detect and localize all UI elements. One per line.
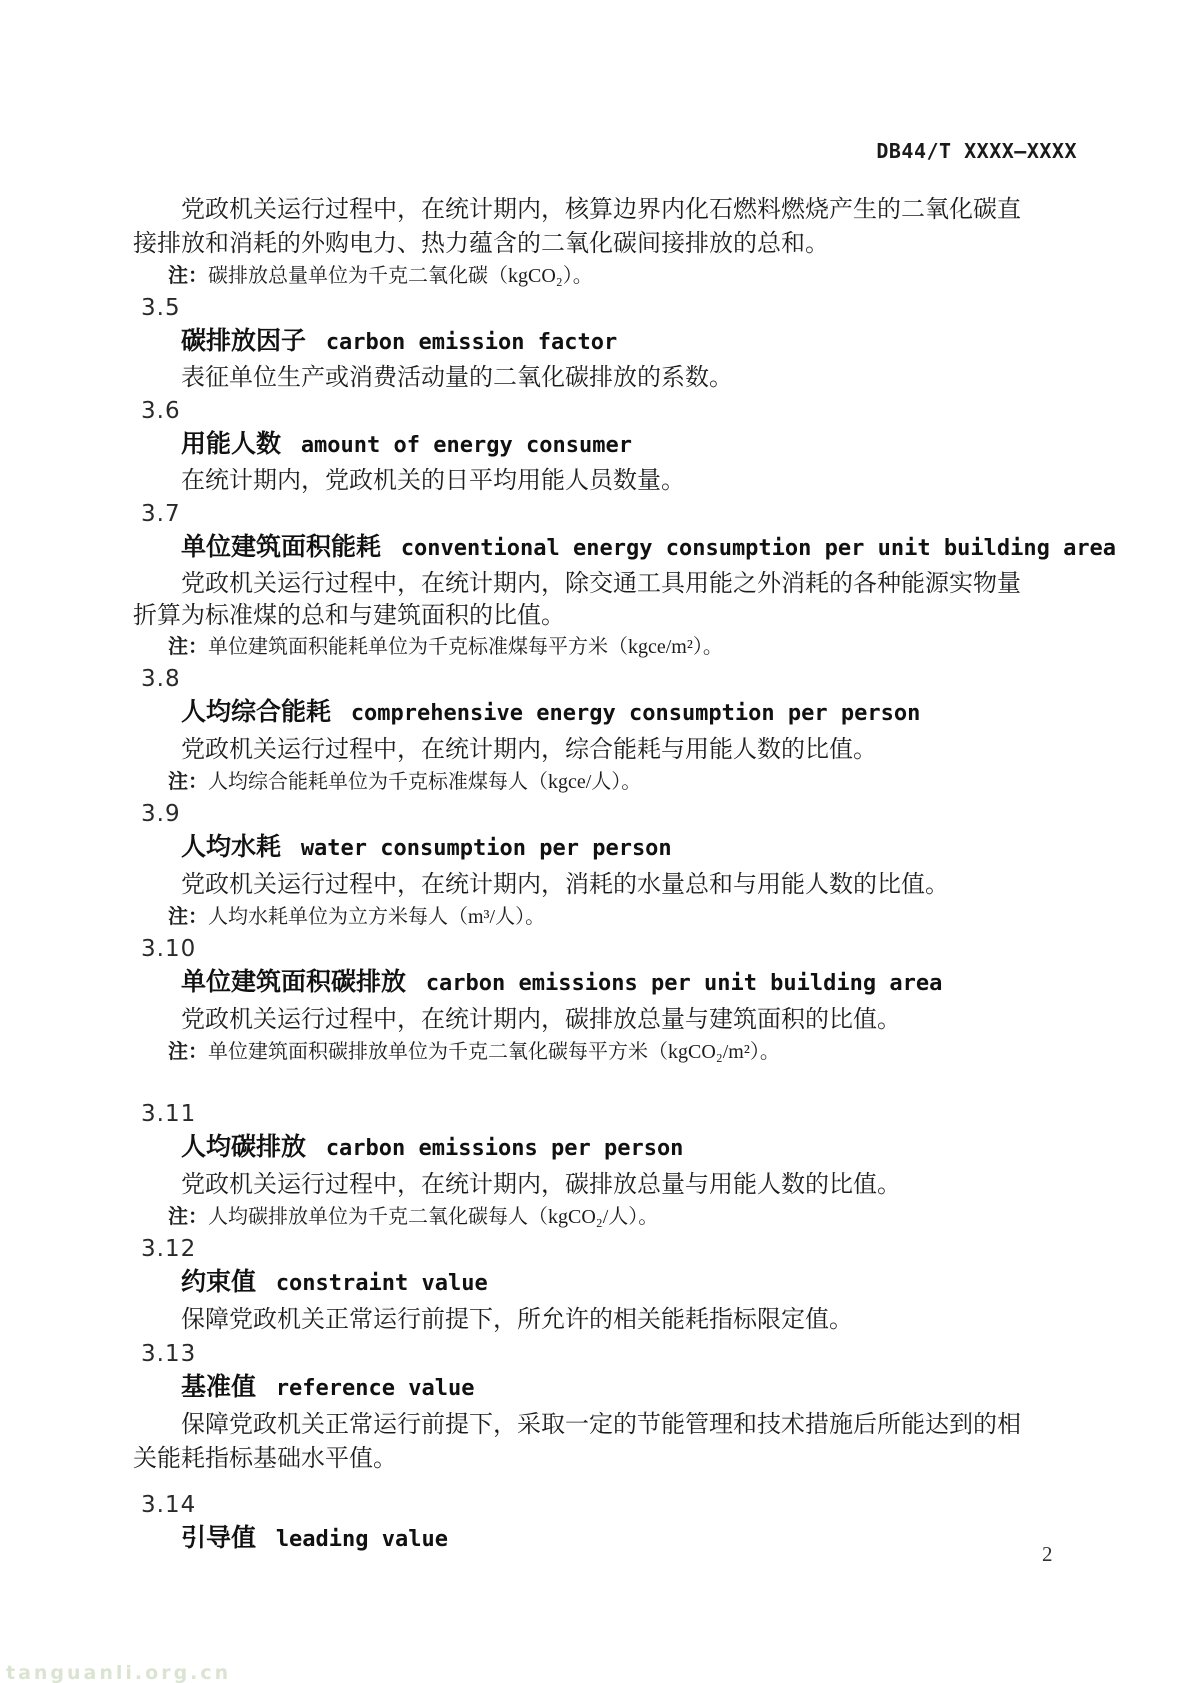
term-zh: 基准值 xyxy=(181,1373,257,1401)
term-definition: 党政机关运行过程中，在统计期内，碳排放总量与用能人数的比值。 xyxy=(181,1172,901,1198)
section-number: 3.9 xyxy=(141,801,181,827)
term-en: leading value xyxy=(275,1527,448,1552)
term-en: carbon emissions per person xyxy=(325,1136,684,1161)
term-note xyxy=(133,902,1038,932)
term-definition: 党政机关运行过程中，在统计期内，碳排放总量与建筑面积的比值。 xyxy=(181,1007,901,1033)
term-heading xyxy=(133,428,1038,464)
term-note xyxy=(133,1037,1038,1067)
section-number: 3.13 xyxy=(141,1341,197,1367)
section-3-5 xyxy=(133,293,1038,394)
section-number: 3.12 xyxy=(141,1236,197,1262)
term-en: amount of energy consumer xyxy=(300,433,632,458)
section-3-6 xyxy=(133,396,1038,497)
section-number: 3.14 xyxy=(141,1492,197,1518)
term-definition: 在统计期内，党政机关的日平均用能人员数量。 xyxy=(181,468,685,494)
term-heading xyxy=(133,696,1038,732)
term-en: water consumption per person xyxy=(300,836,672,861)
term-note xyxy=(133,1202,1038,1232)
section-3-11 xyxy=(133,1099,1038,1232)
document-code-header: DB44/T XXXX—XXXX xyxy=(876,139,1077,163)
note-text: 人均碳排放单位为千克二氧化碳每人（kgCO₂/人）。 xyxy=(208,1206,659,1228)
note-text: 人均综合能耗单位为千克标准煤每人（kgce/人）。 xyxy=(208,771,642,793)
term-note xyxy=(133,767,1038,797)
intro-note xyxy=(133,261,1038,291)
term-zh: 约束值 xyxy=(181,1268,257,1296)
term-en: reference value xyxy=(275,1376,475,1401)
note-label: 注： xyxy=(168,265,208,287)
term-note xyxy=(133,632,1038,662)
section-number: 3.10 xyxy=(141,936,197,962)
term-definition: 表征单位生产或消费活动量的二氧化碳排放的系数。 xyxy=(181,365,733,391)
term-heading xyxy=(133,1371,1038,1407)
term-heading xyxy=(133,966,1038,1002)
term-heading xyxy=(133,831,1038,867)
term-heading xyxy=(133,531,1117,567)
intro-paragraph: 党政机关运行过程中，在统计期内，核算边界内化石燃料燃烧产生的二氧化碳直接排放和消耗的外购电力、热力蕴含的二氧化碳间接排放的总和。 xyxy=(133,197,1021,257)
note-text: 人均水耗单位为立方米每人（m³/人）。 xyxy=(208,906,546,928)
watermark: tanguanli.org.cn xyxy=(6,1662,232,1683)
page-number: 2 xyxy=(1042,1542,1053,1566)
note-label: 注： xyxy=(168,1041,208,1063)
section-3-9 xyxy=(133,799,1038,932)
section-number: 3.7 xyxy=(141,501,181,527)
term-en: carbon emissions per unit building area xyxy=(425,971,943,996)
section-3-12 xyxy=(133,1234,1038,1337)
term-en: constraint value xyxy=(275,1271,488,1296)
term-en: carbon emission factor xyxy=(325,330,618,355)
section-3-13 xyxy=(133,1339,1038,1476)
note-text: 碳排放总量单位为千克二氧化碳（kgCO₂）。 xyxy=(208,265,593,287)
term-zh: 碳排放因子 xyxy=(181,327,307,355)
page-content xyxy=(133,193,1117,1558)
section-3-8 xyxy=(133,664,1038,797)
note-text: 单位建筑面积能耗单位为千克标准煤每平方米（kgce/m²）。 xyxy=(208,636,723,658)
term-zh: 人均综合能耗 xyxy=(181,698,332,726)
term-definition: 党政机关运行过程中，在统计期内，除交通工具用能之外消耗的各种能源实物量折算为标准煤的总和与建筑面积的比值。 xyxy=(133,571,1021,629)
term-zh: 引导值 xyxy=(181,1524,257,1552)
term-en: conventional energy consumption per unit building area xyxy=(400,536,1117,561)
term-heading xyxy=(133,325,1038,361)
note-label: 注： xyxy=(168,906,208,928)
term-definition: 保障党政机关正常运行前提下，采取一定的节能管理和技术措施后所能达到的相关能耗指标基础水平值。 xyxy=(133,1412,1021,1472)
term-zh: 单位建筑面积能耗 xyxy=(181,533,382,561)
note-label: 注： xyxy=(168,771,208,793)
term-zh: 人均水耗 xyxy=(181,833,282,861)
note-text: 单位建筑面积碳排放单位为千克二氧化碳每平方米（kgCO₂/m²）。 xyxy=(208,1041,780,1063)
term-zh: 单位建筑面积碳排放 xyxy=(181,968,407,996)
section-3-7 xyxy=(133,499,1117,662)
term-zh: 人均碳排放 xyxy=(181,1133,307,1161)
section-number: 3.6 xyxy=(141,398,181,424)
term-heading xyxy=(133,1522,1038,1558)
section-number: 3.5 xyxy=(141,295,181,321)
section-3-10 xyxy=(133,934,1038,1067)
term-definition: 党政机关运行过程中，在统计期内，消耗的水量总和与用能人数的比值。 xyxy=(181,872,949,898)
term-en: comprehensive energy consumption per person xyxy=(350,701,921,726)
term-definition: 党政机关运行过程中，在统计期内，综合能耗与用能人数的比值。 xyxy=(181,737,877,763)
term-heading xyxy=(133,1131,1038,1167)
section-3-14 xyxy=(133,1490,1038,1558)
note-label: 注： xyxy=(168,636,208,658)
section-number: 3.11 xyxy=(141,1101,197,1127)
term-heading xyxy=(133,1266,1038,1302)
term-zh: 用能人数 xyxy=(181,430,282,458)
note-label: 注： xyxy=(168,1206,208,1228)
term-definition: 保障党政机关正常运行前提下，所允许的相关能耗指标限定值。 xyxy=(181,1307,853,1333)
section-number: 3.8 xyxy=(141,666,181,692)
